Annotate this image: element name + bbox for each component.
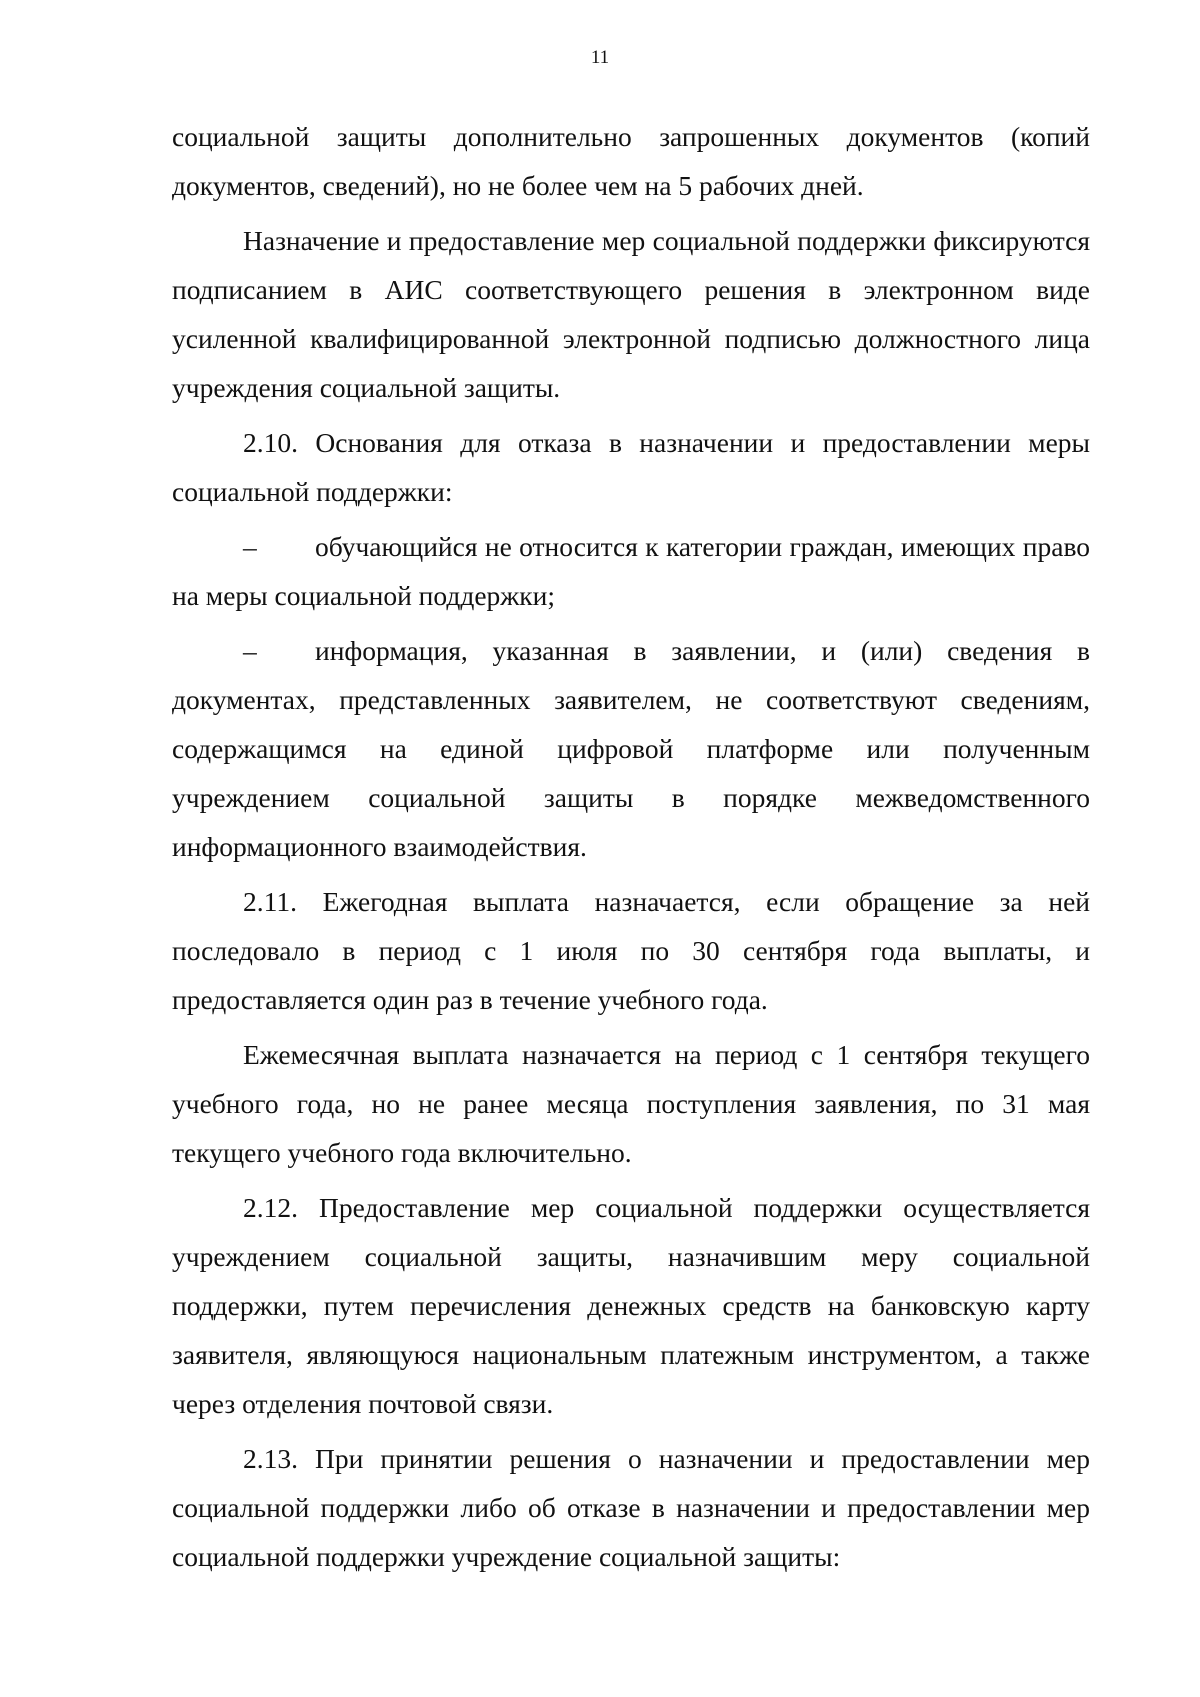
- paragraph-2-11: 2.11. Ежегодная выплата назначается, если обращение за ней последовало в период с 1 июля по 30 сентября года выплаты, и предоставляется один раз в течение учебного года.: [172, 886, 1090, 1015]
- paragraph-2-10: 2.10. Основания для отказа в назначении и предоставлении меры социальной поддержки:: [172, 427, 1090, 507]
- dash-marker: –: [243, 531, 257, 562]
- list-item-text: обучающийся не относится к категории граждан, имеющих право на меры социальной поддержки;: [172, 531, 1090, 611]
- list-item: [172, 522, 1090, 620]
- document-body: [172, 112, 1090, 1581]
- page-number: 11: [590, 47, 610, 68]
- paragraph-monthly-payment: Ежемесячная выплата назначается на период с 1 сентября текущего учебного года, но не ранее месяца поступления заявления, по 31 мая текущего учебного года включительно.: [172, 1039, 1090, 1168]
- list-item-text: информация, указанная в заявлении, и (или) сведения в документах, представленных заявителем, не соответствуют сведениям, содержащимся на единой цифровой платформе или полученным учреждением социальной защиты в порядке межведомственного информационного взаимодействия.: [172, 635, 1090, 862]
- list-item: [172, 626, 1090, 871]
- dash-marker: –: [243, 635, 257, 666]
- paragraph-continuation: социальной защиты дополнительно запрошенных документов (копий документов, сведений), но не более чем на 5 рабочих дней.: [172, 121, 1090, 201]
- paragraph-2-13: 2.13. При принятии решения о назначении и предоставлении мер социальной поддержки либо об отказе в назначении и предоставлении мер социальной поддержки учреждение социальной защиты:: [172, 1443, 1090, 1572]
- paragraph-signing: Назначение и предоставление мер социальной поддержки фиксируются подписанием в АИС соответствующего решения в электронном виде усиленной квалифицированной электронной подписью должностного лица учреждения социальной защиты.: [172, 225, 1090, 403]
- paragraph-2-12: 2.12. Предоставление мер социальной поддержки осуществляется учреждением социальной защиты, назначившим меру социальной поддержки, путем перечисления денежных средств на банковскую карту заявителя, являющуюся национальным платежным инструментом, а также через отделения почтовой связи.: [172, 1192, 1090, 1419]
